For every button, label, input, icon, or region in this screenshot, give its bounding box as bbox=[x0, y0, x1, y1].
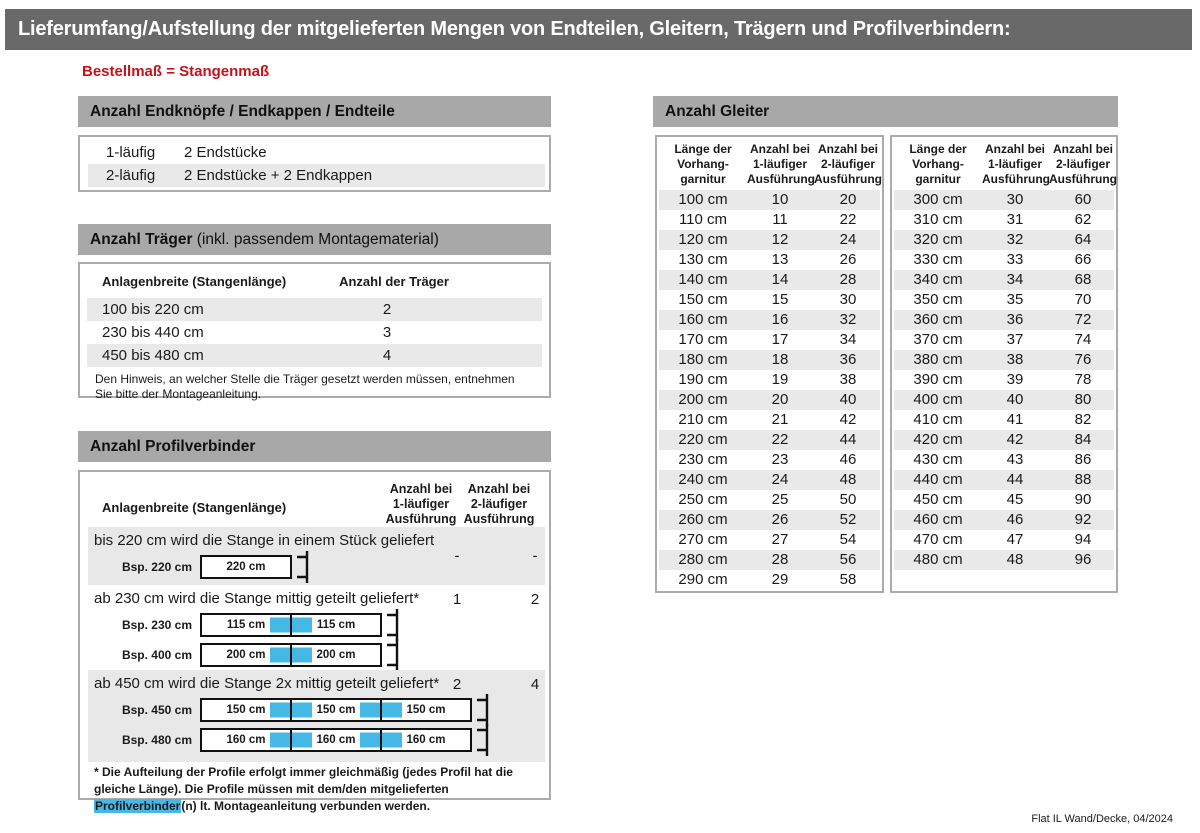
footnote-text: * Die Aufteilung der Profile erfolgt immer gleichmäßig (jedes Profil hat die gleiche Länge). Die Profile müssen mit dem/den mitgelieferten bbox=[94, 765, 513, 796]
rod-diagram bbox=[200, 698, 472, 722]
gleiter-row-count-1: 22 bbox=[771, 431, 789, 448]
profil-block bbox=[88, 527, 545, 585]
gleiter-row-length: 400 cm bbox=[913, 391, 963, 408]
gleiter-row-count-2: 38 bbox=[839, 371, 857, 388]
rod-segment: 160 cm bbox=[380, 730, 470, 750]
gleiter-col-2-laeufig: Anzahl bei 2-läufiger Ausführung bbox=[814, 142, 882, 186]
rod-segment: 160 cm bbox=[226, 734, 266, 746]
profil-block bbox=[88, 670, 545, 762]
rod-segment: 200 cm bbox=[290, 645, 380, 665]
rod-example-label: Bsp. 450 cm bbox=[121, 703, 192, 717]
rod-segment: 115 cm bbox=[290, 615, 380, 635]
gleiter-row-length: 150 cm bbox=[678, 291, 728, 308]
gleiter-row-count-1: 48 bbox=[1006, 551, 1024, 568]
traeger-row-count: 2 bbox=[382, 301, 392, 318]
gleiter-row-length: 350 cm bbox=[913, 291, 963, 308]
profil-block-text: bis 220 cm wird die Stange in einem Stück geliefert bbox=[94, 532, 435, 549]
traeger-row-range: 230 bis 440 cm bbox=[102, 324, 204, 341]
gleiter-row bbox=[894, 190, 1114, 210]
gleiter-row-length: 130 cm bbox=[678, 251, 728, 268]
footnote-highlight: Profilverbinder bbox=[95, 799, 181, 813]
gleiter-row-count-1: 36 bbox=[1006, 311, 1024, 328]
profil-block-count-1: - bbox=[454, 547, 460, 565]
gleiter-row bbox=[659, 310, 880, 330]
gleiter-row-count-2: 24 bbox=[839, 231, 857, 248]
gleiter-row bbox=[659, 530, 880, 550]
rod-diagram bbox=[200, 643, 382, 667]
rod-segment: 200 cm bbox=[226, 649, 266, 661]
gleiter-row-count-2: 66 bbox=[1074, 251, 1092, 268]
gleiter-row bbox=[894, 330, 1114, 350]
gleiter-row bbox=[894, 490, 1114, 510]
gleiter-row bbox=[894, 410, 1114, 430]
profil-block-count-2: 2 bbox=[530, 591, 540, 608]
gleiter-row-count-2: 42 bbox=[839, 411, 857, 428]
rod-example-label: Bsp. 220 cm bbox=[121, 560, 192, 574]
gleiter-row bbox=[894, 470, 1114, 490]
rod-example-label: Bsp. 230 cm bbox=[121, 618, 192, 632]
gleiter-row-count-2: 44 bbox=[839, 431, 857, 448]
gleiter-row-length: 360 cm bbox=[913, 311, 963, 328]
gleiter-row-length: 300 cm bbox=[913, 191, 963, 208]
gleiter-row bbox=[659, 510, 880, 530]
wall-bracket-icon bbox=[477, 722, 493, 758]
rod-example-label: Bsp. 480 cm bbox=[121, 733, 192, 747]
gleiter-row-count-2: 32 bbox=[839, 311, 857, 328]
rod-segment: 150 cm bbox=[226, 704, 266, 716]
profil-block-count-1: 2 bbox=[452, 676, 462, 693]
gleiter-row-count-1: 11 bbox=[772, 211, 788, 228]
gleiter-row bbox=[659, 270, 880, 290]
rod-diagram bbox=[200, 613, 382, 637]
gleiter-row-length: 470 cm bbox=[913, 531, 963, 548]
gleiter-row-count-1: 41 bbox=[1006, 411, 1024, 428]
gleiter-row-length: 170 cm bbox=[678, 331, 728, 348]
gleiter-row bbox=[659, 570, 880, 590]
gleiter-row-count-1: 28 bbox=[771, 551, 789, 568]
gleiter-row-count-2: 70 bbox=[1074, 291, 1092, 308]
gleiter-row-count-1: 15 bbox=[771, 291, 789, 308]
rod-segment: 115 cm bbox=[226, 619, 266, 631]
gleiter-row-count-1: 12 bbox=[771, 231, 789, 248]
order-size-note: Bestellmaß = Stangenmaß bbox=[82, 63, 270, 80]
gleiter-row-length: 290 cm bbox=[678, 571, 728, 588]
endteile-row-label: 2-läufig bbox=[106, 167, 156, 184]
gleiter-row-length: 320 cm bbox=[913, 231, 963, 248]
gleiter-row-count-1: 31 bbox=[1006, 211, 1024, 228]
gleiter-row-count-2: 36 bbox=[839, 351, 857, 368]
gleiter-row bbox=[894, 270, 1114, 290]
endteile-table bbox=[78, 135, 551, 192]
gleiter-row-count-2: 74 bbox=[1074, 331, 1092, 348]
profil-block-count-2: - bbox=[532, 547, 538, 565]
gleiter-row-length: 370 cm bbox=[913, 331, 963, 348]
gleiter-row-length: 250 cm bbox=[678, 491, 728, 508]
gleiter-row-length: 420 cm bbox=[913, 431, 963, 448]
gleiter-row-count-1: 46 bbox=[1006, 511, 1024, 528]
profil-footnote bbox=[94, 764, 539, 815]
gleiter-row-count-1: 27 bbox=[771, 531, 789, 548]
gleiter-row-length: 440 cm bbox=[913, 471, 963, 488]
gleiter-row-count-2: 88 bbox=[1074, 471, 1092, 488]
profilverbinder-table bbox=[78, 470, 551, 813]
section-title-profilverbinder: Anzahl Profilverbinder bbox=[90, 438, 256, 455]
traeger-row-range: 450 bis 480 cm bbox=[102, 347, 204, 364]
gleiter-row-count-2: 30 bbox=[839, 291, 857, 308]
gleiter-row bbox=[894, 550, 1114, 570]
gleiter-row-length: 190 cm bbox=[678, 371, 728, 388]
gleiter-row-count-2: 72 bbox=[1074, 311, 1092, 328]
gleiter-row-length: 200 cm bbox=[678, 391, 728, 408]
profil-block-text: ab 230 cm wird die Stange mittig geteilt geliefert* bbox=[94, 590, 420, 607]
traeger-row-range: 100 bis 220 cm bbox=[102, 301, 204, 318]
footnote-text-end: (n) lt. Montageanleitung verbunden werden. bbox=[181, 799, 431, 813]
gleiter-row bbox=[894, 250, 1114, 270]
rod-diagram bbox=[200, 728, 472, 752]
gleiter-row-count-2: 26 bbox=[839, 251, 857, 268]
gleiter-row-count-2: 64 bbox=[1074, 231, 1092, 248]
gleiter-row bbox=[894, 290, 1114, 310]
endteile-row bbox=[88, 141, 545, 164]
gleiter-row-count-2: 20 bbox=[839, 191, 857, 208]
gleiter-row-count-1: 44 bbox=[1006, 471, 1024, 488]
gleiter-row bbox=[894, 390, 1114, 410]
rod-example-label: Bsp. 400 cm bbox=[121, 648, 192, 662]
endteile-row-value: 2 Endstücke bbox=[184, 144, 267, 161]
gleiter-row-count-1: 39 bbox=[1006, 371, 1024, 388]
gleiter-row bbox=[894, 370, 1114, 390]
gleiter-row-length: 430 cm bbox=[913, 451, 963, 468]
gleiter-row-count-2: 82 bbox=[1074, 411, 1092, 428]
gleiter-row bbox=[894, 510, 1114, 530]
gleiter-row bbox=[894, 450, 1114, 470]
gleiter-row bbox=[894, 530, 1114, 550]
gleiter-row-count-2: 50 bbox=[839, 491, 857, 508]
gleiter-row-count-1: 37 bbox=[1006, 331, 1024, 348]
traeger-col-width: Anlagenbreite (Stangenlänge) bbox=[102, 273, 287, 289]
gleiter-row-count-1: 17 bbox=[771, 331, 789, 348]
gleiter-row-count-2: 80 bbox=[1074, 391, 1092, 408]
gleiter-row bbox=[894, 210, 1114, 230]
gleiter-row-count-2: 56 bbox=[839, 551, 857, 568]
gleiter-row-count-1: 45 bbox=[1006, 491, 1024, 508]
gleiter-row-count-1: 16 bbox=[771, 311, 789, 328]
gleiter-row-length: 280 cm bbox=[678, 551, 728, 568]
gleiter-row-count-2: 28 bbox=[839, 271, 857, 288]
gleiter-row-count-1: 23 bbox=[771, 451, 789, 468]
gleiter-row-count-1: 14 bbox=[771, 271, 789, 288]
profil-col-2-laeufig: Anzahl bei 2-läufiger Ausführung bbox=[463, 482, 535, 526]
gleiter-row-count-1: 33 bbox=[1006, 251, 1024, 268]
wall-bracket-icon bbox=[297, 549, 313, 585]
traeger-row-count: 3 bbox=[382, 324, 392, 341]
section-header-traeger bbox=[78, 224, 551, 255]
section-header-profilverbinder bbox=[78, 431, 551, 462]
gleiter-row-count-1: 18 bbox=[771, 351, 789, 368]
gleiter-col-1-laeufig: Anzahl bei 1-läufiger Ausführung bbox=[747, 142, 815, 186]
gleiter-row bbox=[659, 430, 880, 450]
section-title-gleiter: Anzahl Gleiter bbox=[665, 103, 770, 120]
gleiter-row-length: 270 cm bbox=[678, 531, 728, 548]
gleiter-row-length: 140 cm bbox=[678, 271, 728, 288]
gleiter-row-count-1: 29 bbox=[771, 571, 789, 588]
gleiter-table-1-header bbox=[659, 142, 880, 190]
gleiter-row-length: 230 cm bbox=[678, 451, 728, 468]
gleiter-row bbox=[659, 550, 880, 570]
gleiter-row-count-2: 40 bbox=[839, 391, 857, 408]
gleiter-row-length: 210 cm bbox=[678, 411, 728, 428]
gleiter-row-length: 100 cm bbox=[678, 191, 728, 208]
gleiter-row-count-2: 76 bbox=[1074, 351, 1092, 368]
gleiter-row-length: 390 cm bbox=[913, 371, 963, 388]
gleiter-row-count-1: 20 bbox=[771, 391, 789, 408]
profil-block-count-2: 4 bbox=[530, 676, 540, 693]
wall-bracket-icon bbox=[387, 637, 403, 673]
section-title-traeger-rest: (inkl. passendem Montagematerial) bbox=[192, 231, 439, 248]
gleiter-row-count-1: 25 bbox=[771, 491, 789, 508]
gleiter-row-count-1: 34 bbox=[1006, 271, 1024, 288]
gleiter-row bbox=[894, 310, 1114, 330]
gleiter-row-length: 310 cm bbox=[913, 211, 963, 228]
profil-block-count-1: 1 bbox=[452, 591, 462, 608]
gleiter-row-count-2: 94 bbox=[1074, 531, 1092, 548]
gleiter-col-length: Länge der Vorhang- garnitur bbox=[674, 142, 732, 186]
gleiter-row-length: 160 cm bbox=[678, 311, 728, 328]
gleiter-row-count-1: 40 bbox=[1006, 391, 1024, 408]
gleiter-row bbox=[894, 430, 1114, 450]
gleiter-row-count-2: 96 bbox=[1074, 551, 1092, 568]
rod-example-row bbox=[88, 727, 545, 753]
gleiter-row-count-1: 43 bbox=[1006, 451, 1024, 468]
page-title-bar bbox=[5, 9, 1192, 50]
gleiter-row-count-1: 38 bbox=[1006, 351, 1024, 368]
gleiter-row bbox=[659, 210, 880, 230]
document-version: Flat IL Wand/Decke, 04/2024 bbox=[1031, 813, 1173, 825]
gleiter-row bbox=[659, 490, 880, 510]
gleiter-row-count-2: 68 bbox=[1074, 271, 1092, 288]
rod-example-row bbox=[88, 642, 545, 668]
section-title-endteile: Anzahl Endknöpfe / Endkappen / Endteile bbox=[90, 103, 395, 120]
gleiter-row-length: 410 cm bbox=[913, 411, 963, 428]
gleiter-col-length: Länge der Vorhang- garnitur bbox=[909, 142, 967, 186]
gleiter-row-length: 480 cm bbox=[913, 551, 963, 568]
traeger-row bbox=[87, 344, 542, 367]
gleiter-row-count-1: 19 bbox=[771, 371, 789, 388]
traeger-row bbox=[87, 321, 542, 344]
gleiter-row-count-1: 35 bbox=[1006, 291, 1024, 308]
rod-segment: 160 cm bbox=[290, 730, 380, 750]
gleiter-row bbox=[659, 410, 880, 430]
gleiter-row-length: 330 cm bbox=[913, 251, 963, 268]
gleiter-row-count-1: 21 bbox=[771, 411, 789, 428]
gleiter-row bbox=[659, 250, 880, 270]
endteile-row-label: 1-läufig bbox=[106, 144, 156, 161]
gleiter-row bbox=[659, 190, 880, 210]
traeger-table bbox=[78, 262, 551, 401]
rod-segment: 150 cm bbox=[380, 700, 470, 720]
gleiter-row-length: 240 cm bbox=[678, 471, 728, 488]
gleiter-row bbox=[659, 330, 880, 350]
rod-diagram bbox=[200, 555, 292, 579]
gleiter-row-count-2: 52 bbox=[839, 511, 857, 528]
gleiter-row bbox=[659, 470, 880, 490]
gleiter-row bbox=[659, 450, 880, 470]
gleiter-table-2 bbox=[890, 135, 1118, 593]
gleiter-row bbox=[894, 230, 1114, 250]
gleiter-row bbox=[659, 370, 880, 390]
gleiter-row-count-2: 84 bbox=[1074, 431, 1092, 448]
gleiter-row-count-2: 48 bbox=[839, 471, 857, 488]
gleiter-row-count-1: 13 bbox=[771, 251, 789, 268]
gleiter-row-length: 340 cm bbox=[913, 271, 963, 288]
gleiter-row-count-1: 10 bbox=[771, 191, 789, 208]
gleiter-row-length: 450 cm bbox=[913, 491, 963, 508]
gleiter-row-count-1: 30 bbox=[1006, 191, 1024, 208]
gleiter-row-count-2: 92 bbox=[1074, 511, 1092, 528]
gleiter-row-count-1: 32 bbox=[1006, 231, 1024, 248]
gleiter-row-length: 380 cm bbox=[913, 351, 963, 368]
profil-block-text: ab 450 cm wird die Stange 2x mittig geteilt geliefert* bbox=[94, 675, 440, 692]
gleiter-row-count-2: 22 bbox=[839, 211, 857, 228]
gleiter-row-count-1: 47 bbox=[1006, 531, 1024, 548]
gleiter-row bbox=[659, 290, 880, 310]
gleiter-row bbox=[659, 350, 880, 370]
gleiter-row-count-2: 90 bbox=[1074, 491, 1092, 508]
profil-col-width: Anlagenbreite (Stangenlänge) bbox=[102, 500, 287, 515]
gleiter-row-count-2: 54 bbox=[839, 531, 857, 548]
gleiter-col-2-laeufig: Anzahl bei 2-läufiger Ausführung bbox=[1049, 142, 1117, 186]
profil-col-1-laeufig: Anzahl bei 1-läufiger Ausführung bbox=[385, 482, 457, 526]
gleiter-row-count-1: 26 bbox=[771, 511, 789, 528]
traeger-row-count: 4 bbox=[382, 347, 392, 364]
gleiter-row-length: 260 cm bbox=[678, 511, 728, 528]
rod-segment: 220 cm bbox=[226, 561, 266, 573]
section-title-traeger-bold: Anzahl Träger bbox=[90, 231, 193, 248]
rod-segment: 150 cm bbox=[290, 700, 380, 720]
profil-block bbox=[88, 585, 545, 670]
gleiter-table-1 bbox=[655, 135, 884, 593]
gleiter-table-2-header bbox=[894, 142, 1117, 190]
gleiter-col-1-laeufig: Anzahl bei 1-läufiger Ausführung bbox=[982, 142, 1050, 186]
gleiter-row-count-1: 24 bbox=[771, 471, 789, 488]
traeger-col-count: Anzahl der Träger bbox=[339, 273, 449, 289]
endteile-row-value: 2 Endstücke + 2 Endkappen bbox=[184, 167, 373, 184]
traeger-row bbox=[87, 298, 542, 321]
gleiter-row-length: 220 cm bbox=[678, 431, 728, 448]
gleiter-row bbox=[894, 350, 1114, 370]
gleiter-row-length: 110 cm bbox=[678, 211, 728, 228]
page-title: Lieferumfang/Aufstellung der mitgelieferten Mengen von Endteilen, Gleitern, Trägern und Profilverbindern: bbox=[18, 18, 1011, 40]
gleiter-row-length: 180 cm bbox=[678, 351, 728, 368]
gleiter-row bbox=[659, 230, 880, 250]
gleiter-row-count-2: 58 bbox=[839, 571, 857, 588]
section-header-gleiter bbox=[653, 96, 1118, 127]
gleiter-row-count-1: 42 bbox=[1006, 431, 1024, 448]
gleiter-row-length: 120 cm bbox=[678, 231, 728, 248]
traeger-note: Den Hinweis, an welcher Stelle die Träger gesetzt werden müssen, entnehmen Sie bitte der Montageanleitung. bbox=[95, 372, 515, 401]
gleiter-row-count-2: 62 bbox=[1074, 211, 1092, 228]
rod-example-row bbox=[88, 612, 545, 638]
gleiter-row-count-2: 60 bbox=[1074, 191, 1092, 208]
gleiter-row-count-2: 86 bbox=[1074, 451, 1092, 468]
section-header-endteile bbox=[78, 96, 551, 127]
gleiter-row-count-2: 46 bbox=[839, 451, 857, 468]
traeger-table-header bbox=[80, 264, 549, 298]
gleiter-row-count-2: 34 bbox=[839, 331, 857, 348]
gleiter-row-count-2: 78 bbox=[1074, 371, 1092, 388]
rod-example-row bbox=[88, 697, 545, 723]
endteile-row bbox=[88, 164, 545, 187]
gleiter-row-length: 460 cm bbox=[913, 511, 963, 528]
gleiter-row bbox=[659, 390, 880, 410]
